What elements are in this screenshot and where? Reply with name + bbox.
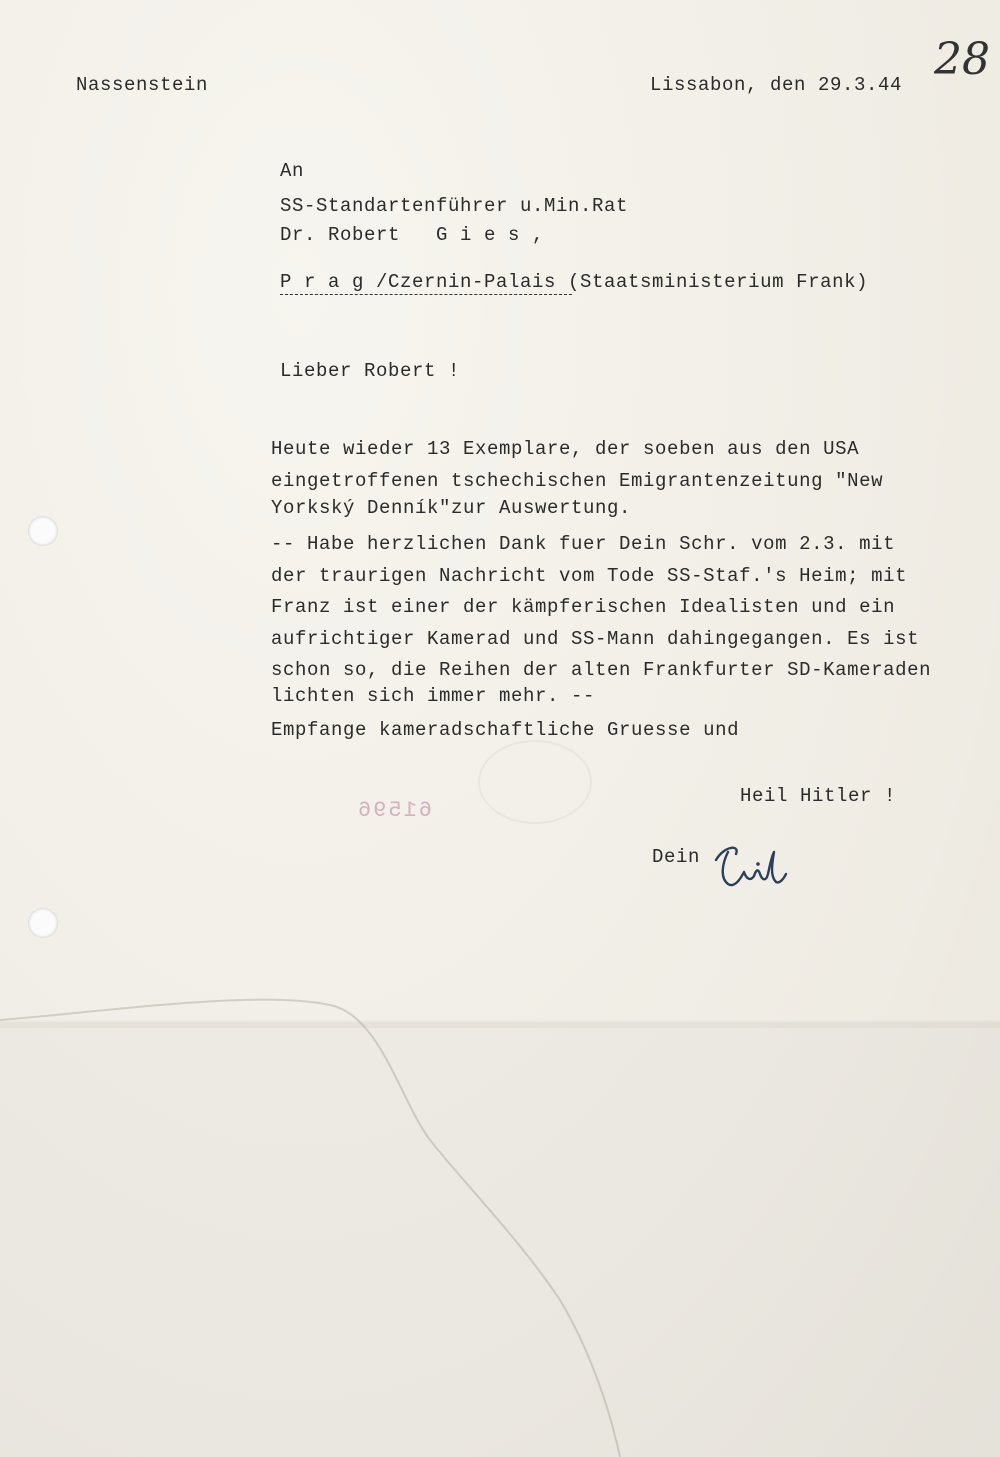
place-date: Lissabon, den 29.3.44 bbox=[650, 74, 903, 96]
body-line-7: aufrichtiger Kamerad und SS-Mann dahingegangen. Es ist bbox=[271, 628, 920, 650]
sender-name: Nassenstein bbox=[76, 74, 209, 96]
body-line-9: lichten sich immer mehr. -- bbox=[271, 685, 596, 707]
punch-hole-top bbox=[28, 516, 58, 546]
body-line-6: Franz ist einer der kämpferischen Idealisten und ein bbox=[271, 596, 896, 618]
punch-hole-bottom bbox=[28, 908, 58, 938]
salutation: Lieber Robert ! bbox=[280, 360, 461, 382]
body-line-10: Empfange kameradschaftliche Gruesse und bbox=[271, 719, 740, 741]
address-line-2: SS-Standartenführer u.Min.Rat bbox=[280, 195, 629, 217]
address-line-3: Dr. Robert G i e s , bbox=[280, 224, 545, 246]
address-line-1: An bbox=[280, 160, 305, 182]
body-line-5: der traurigen Nachricht vom Tode SS-Staf.'s Heim; mit bbox=[271, 565, 908, 587]
body-line-8: schon so, die Reihen der alten Frankfurter SD-Kameraden bbox=[271, 659, 932, 681]
mirrored-stamp-number: 61596 bbox=[356, 798, 433, 823]
body-line-2: eingetroffenen tschechischen Emigrantenzeitung "New bbox=[271, 470, 884, 492]
faint-stamp-circle bbox=[478, 740, 592, 824]
sign-off: Dein bbox=[652, 846, 701, 868]
body-line-1: Heute wieder 13 Exemplare, der soeben aus den USA bbox=[271, 438, 860, 460]
address-underline bbox=[280, 294, 572, 295]
handwritten-signature bbox=[706, 838, 796, 898]
address-line-4: P r a g /Czernin-Palais (Staatsministerium Frank) bbox=[280, 271, 869, 293]
folio-number: 28 bbox=[934, 34, 990, 85]
closing: Heil Hitler ! bbox=[740, 785, 897, 807]
body-line-4: -- Habe herzlichen Dank fuer Dein Schr. vom 2.3. mit bbox=[271, 533, 896, 555]
body-line-3: Yorkský Denník"zur Auswertung. bbox=[271, 497, 632, 519]
